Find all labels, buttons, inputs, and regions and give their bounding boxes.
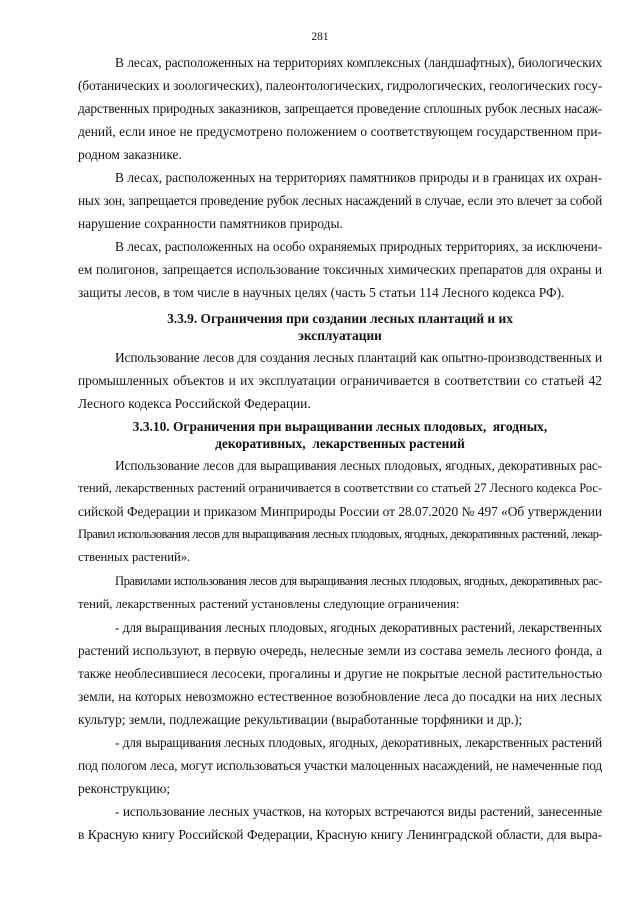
page-number: 281 (311, 31, 329, 43)
heading-line: 3.3.10. Ограничения при выращивании лесных плодовых, ягодных, (132, 419, 548, 434)
heading-line: эксплуатации (298, 328, 382, 343)
text-line: ных зон, запрещается проведение рубок лесных насаждений в случае, если это влечет за собой (78, 193, 602, 208)
document-body (78, 51, 602, 846)
text-line: Правил использования лесов для выращивания лесных плодовых, ягодных, декоративных растений, лекар- (78, 527, 602, 541)
text-line: - для выращивания лесных плодовых, ягодных, декоративных, лекарственных растений (115, 735, 602, 750)
text-line: ственных растений». (78, 550, 191, 564)
text-line: Правилами использования лесов для выращивания лесных плодовых, ягодных, декоративных рас- (115, 574, 602, 588)
text-line: дений, если иное не предусмотрено положением о соответствующем государственном при- (78, 124, 602, 139)
heading-line: 3.3.9. Ограничения при создании лесных плантаций и их (167, 311, 513, 326)
text-line: промышленных объектов и их эксплуатации ограничивается в соответствии со статьей 42 (78, 373, 602, 388)
paragraph-nature-reserves (78, 51, 602, 166)
text-line: нарушение сохранности памятников природы. (78, 216, 343, 231)
list-item-red-book-species (78, 800, 602, 846)
section-heading-3-3-10 (78, 418, 602, 452)
text-line: В лесах, расположенных на территориях комплексных (ландшафтных), биологических (115, 55, 602, 70)
paragraph-forest-plantations (78, 346, 602, 415)
text-line: родном заказнике. (78, 147, 182, 162)
text-line: (ботанических и зоологических), палеонтологических, гидрологических, геологических госу- (78, 78, 602, 93)
text-line: тений, лекарственных растений установлены следующие ограничения: (78, 597, 460, 611)
text-line: В лесах, расположенных на территориях памятников природы и в границах их охран- (115, 170, 602, 185)
text-line: В лесах, расположенных на особо охраняемых природных территориях, за исключени- (115, 239, 602, 254)
text-line: Использование лесов для создания лесных плантаций как опытно-производственных и (115, 350, 602, 365)
text-line: реконструкцию; (78, 781, 171, 796)
text-line: сийской Федерации и приказом Минприроды России от 28.07.2020 № 497 «Об утверждении (78, 504, 602, 519)
text-line: дарственных природных заказников, запрещается проведение сплошных рубок лесных насаж- (78, 101, 602, 116)
text-line: - для выращивания лесных плодовых, ягодных декоративных растений, лекарственных (115, 620, 602, 635)
text-line: - использование лесных участков, на которых встречаются виды растений, занесенные (115, 804, 602, 819)
list-item-non-forest-lands (78, 616, 602, 731)
paragraph-protected-areas (78, 235, 602, 304)
text-line: под пологом леса, могут использоваться участки малоценных насаждений, не намеченные под (78, 758, 602, 773)
section-heading-3-3-9 (78, 310, 602, 344)
text-line: также необлесившиеся лесосеки, прогалины и другие не покрытые лесной растительностью (78, 666, 602, 681)
text-line: Лесного кодекса Российской Федерации. (78, 396, 311, 411)
text-line: защиты лесов, в том числе в научных целях (часть 5 статьи 114 Лесного кодекса РФ). (78, 285, 565, 300)
paragraph-plant-cultivation (78, 454, 602, 569)
list-item-forest-canopy (78, 731, 602, 800)
paragraph-natural-monuments (78, 166, 602, 235)
heading-line: декоративных, лекарственных растений (215, 436, 465, 451)
text-line: ем полигонов, запрещается использование токсичных химических препаратов для охраны и (78, 262, 602, 277)
text-line: земли, на которых невозможно естественное возобновление леса до посадки на них лесных (78, 689, 602, 704)
text-line: культур; земли, подлежащие рекультивации (выработанные торфяники и др.); (78, 712, 523, 727)
text-line: растений используют, в первую очередь, нелесные земли из состава земель лесного фонда, а (78, 643, 602, 658)
paragraph-rules-restrictions (78, 570, 602, 616)
text-line: Использование лесов для выращивания лесных плодовых, ягодных, декоративных рас- (115, 458, 602, 473)
text-line: тений, лекарственных растений ограничивается в соответствии со статьей 27 Лесного кодекса Рос- (78, 481, 602, 495)
text-line: в Красную книгу Российской Федерации, Красную книгу Ленинградской области, для выра- (78, 827, 602, 842)
